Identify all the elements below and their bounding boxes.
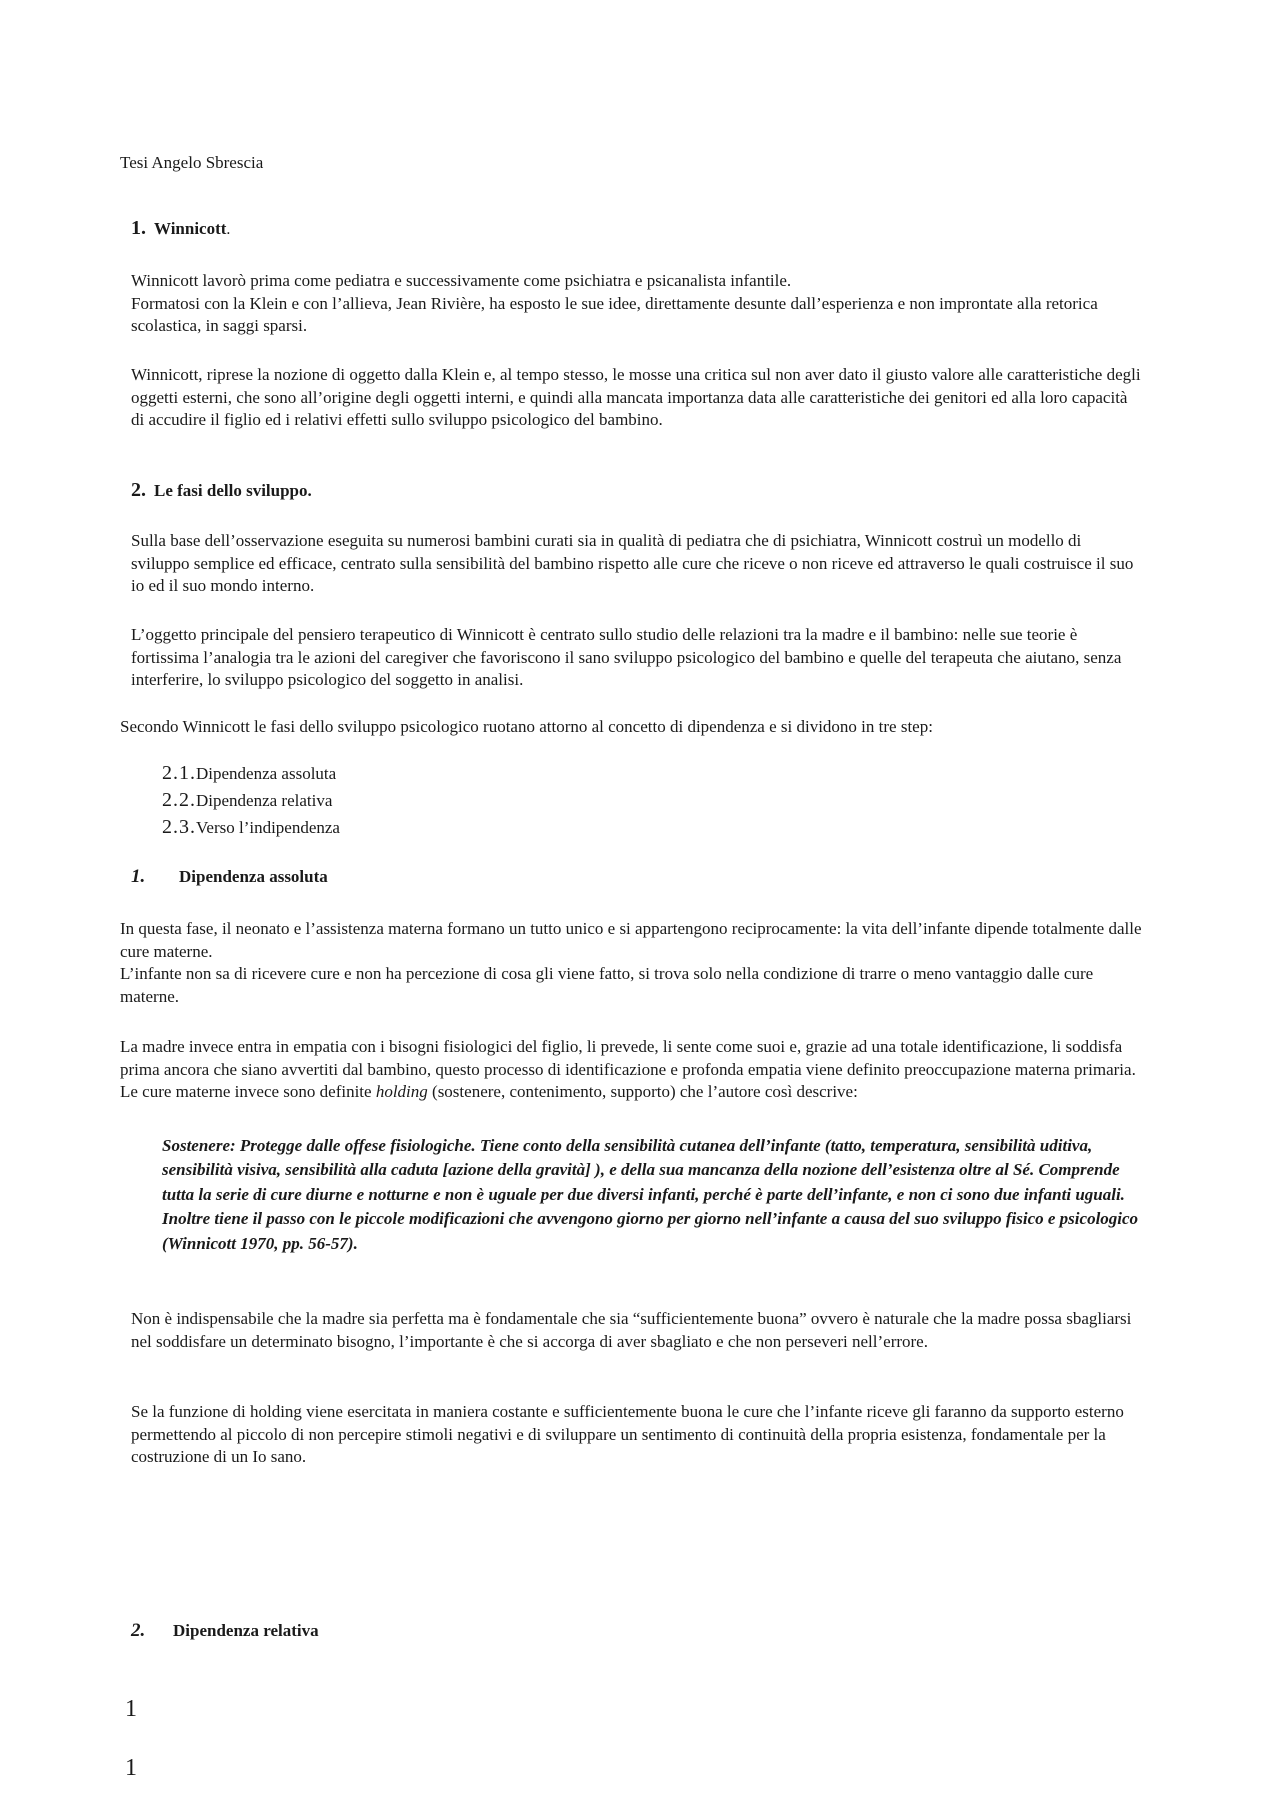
- section-1-p1-line1: Winnicott lavorò prima come pediatra e successivamente come psichiatra e psicanalista infantile.: [131, 271, 792, 290]
- section-2-heading: [131, 479, 312, 502]
- list-item: 2.1.Dipendenza assoluta: [162, 762, 337, 784]
- page-number: 1: [125, 1696, 137, 1722]
- page-number: 1: [125, 1755, 137, 1781]
- section-2-paragraph-3: Secondo Winnicott le fasi dello sviluppo psicologico ruotano attorno al concetto di dipendenza e si dividono in tre step:: [120, 717, 933, 736]
- section-2-number: 2.: [131, 479, 146, 501]
- subsection-2-heading: [131, 1620, 319, 1642]
- section-2-title: Le fasi dello sviluppo.: [154, 481, 312, 500]
- subsection-1-heading: [131, 866, 328, 888]
- subsection-1-paragraph-2: La madre invece entra in empatia con i bisogni fisiologici del figlio, li prevede, li sente come suoi e, grazie ad una totale identificazione, li soddisfa prima ancora che siano avvertiti dal bambino, questo processo di identificazione e profonda empatia viene definito preoccupazione materna primaria. Le cure materne invece sono definite holding (sostenere, contenimento, supporto) che l’autore così descrive:: [120, 1037, 1136, 1102]
- section-1-paragraph-2: Winnicott, riprese la nozione di oggetto dalla Klein e, al tempo stesso, le mosse una critica sul non aver dato il giusto valore alle caratteristiche degli oggetti esterni, che sono all’origine degli oggetti interni, e quindi alla mancata importanza data alle caratteristiche dei genitori ed alla loro capacità di accudire il figlio ed i relativi effetti sullo sviluppo psicologico del bambino.: [131, 365, 1141, 430]
- section-1-paragraph-1: [131, 270, 1141, 338]
- section-1-p1-line2: Formatosi con la Klein e con l’allieva, Jean Rivière, ha esposto le sue idee, direttamente desunte dall’esperienza e non improntate alla retorica scolastica, in saggi sparsi.: [131, 293, 1098, 336]
- section-1-heading: [131, 217, 230, 240]
- subsection-2-number: 2.: [131, 1620, 146, 1641]
- holding-quote: Sostenere: Protegge dalle offese fisiologiche. Tiene conto della sensibilità cutanea dell’infante (tatto, temperatura, sensibilità uditiva, sensibilità visiva, sensibilità alla caduta [azione della gravità] ), e della sua mancanza della nozione dell’esistenza oltre al Sé. Comprende tutta la serie di cure diurne e notturne e non è uguale per due diversi infanti, perché è parte dell’infante, e non ci sono due infanti uguali. Inoltre tiene il passo con le piccole modificazioni che avvengono giorno per giorno nell’infante a causa del suo sviluppo fisico e psicologico (Winnicott 1970, pp. 56-57).: [162, 1136, 1139, 1253]
- document-header: Tesi Angelo Sbrescia: [120, 153, 264, 172]
- subsection-1-title: Dipendenza assoluta: [179, 867, 328, 886]
- subsection-2-title: Dipendenza relativa: [173, 1621, 319, 1640]
- subsection-1-number: 1.: [131, 866, 146, 887]
- section-1-title-suffix: .: [226, 221, 231, 238]
- list-item: 2.3.Verso l’indipendenza: [162, 816, 340, 838]
- subsection-1-paragraph-4: Se la funzione di holding viene esercitata in maniera costante e sufficientemente buona le cure che l’infante riceve gli faranno da supporto esterno permettendo al piccolo di non percepire stimoli negativi e di sviluppare un sentimento di continuità della propria esistenza, fondamentale per la costruzione di un Io sano.: [131, 1402, 1124, 1467]
- subsection-1-paragraph-1: [120, 918, 1150, 1008]
- subsection-1-paragraph-3: Non è indispensabile che la madre sia perfetta ma è fondamentale che sia “sufficientemente buona” ovvero è naturale che la madre possa sbagliarsi nel soddisfare un determinato bisogno, l’importante è che si accorga di aver sbagliato e che non perseveri nell’errore.: [131, 1309, 1132, 1351]
- subsection-1-p1-line1: In questa fase, il neonato e l’assistenza materna formano un tutto unico e si appartengono reciprocamente: la vita dell’infante dipende totalmente dalle cure materne.: [120, 919, 1142, 961]
- section-1-title: Winnicott: [154, 219, 227, 238]
- holding-term: holding: [375, 1082, 428, 1102]
- steps-list: [162, 760, 340, 841]
- section-1-number: 1.: [131, 217, 146, 239]
- section-2-paragraph-1: Sulla base dell’osservazione eseguita su numerosi bambini curati sia in qualità di pediatra che di psichiatra, Winnicott costruì un modello di sviluppo semplice ed efficace, centrato sulla sensibilità del bambino rispetto alle cure che riceve o non riceve ed attraverso le quali costruisce il suo io ed il suo mondo interno.: [131, 531, 1134, 596]
- subsection-1-p1-line2: L’infante non sa di ricevere cure e non ha percezione di cosa gli viene fatto, si trova solo nella condizione di trarre o meno vantaggio dalle cure materne.: [120, 964, 1094, 1006]
- list-item: 2.2.Dipendenza relativa: [162, 789, 333, 811]
- section-2-paragraph-2: L’oggetto principale del pensiero terapeutico di Winnicott è centrato sullo studio delle relazioni tra la madre e il bambino: nelle sue teorie è fortissima l’analogia tra le azioni del caregiver che favoriscono il sano sviluppo psicologico del bambino e quelle del terapeuta che aiutano, senza interferire, lo sviluppo psicologico del soggetto in analisi.: [131, 625, 1122, 690]
